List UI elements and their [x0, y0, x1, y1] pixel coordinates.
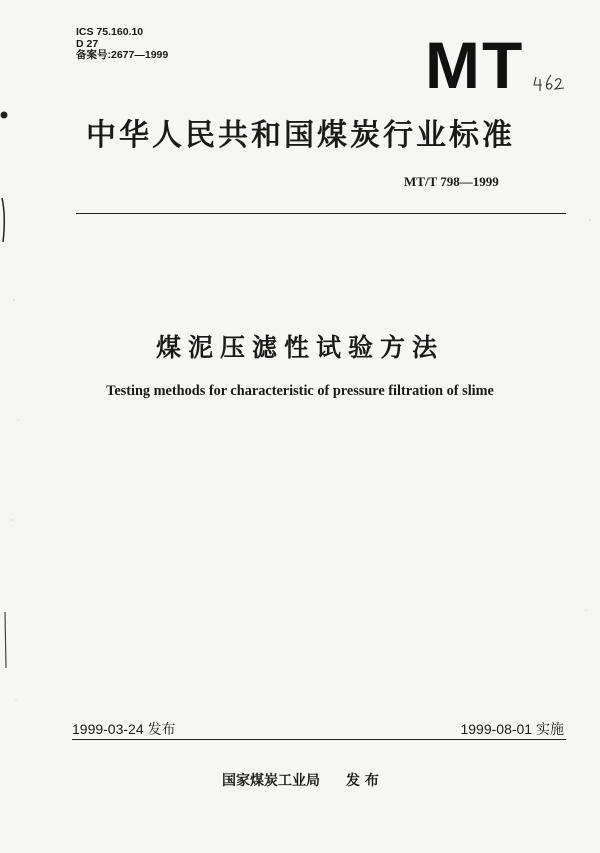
mt-logo: MT: [425, 28, 525, 102]
ics-code: ICS 75.160.10: [76, 26, 144, 38]
publisher-action: 发 布: [346, 773, 379, 789]
title-chinese: 煤泥压滤性试验方法: [155, 333, 444, 362]
issuing-body-title: 中华人民共和国煤炭行业标准: [86, 118, 515, 153]
publisher-name: 国家煤炭工业局: [222, 773, 320, 789]
title-english: Testing methods for characteristic of pressure filtration of slime: [106, 383, 494, 399]
standard-number: MT/T 798—1999: [404, 174, 499, 189]
ccs-code: D 27: [76, 37, 99, 50]
implementation-date: 1999-08-01 实施: [460, 721, 564, 737]
issue-date: 1999-03-24 发布: [72, 721, 176, 737]
filing-number: 备案号:2677—1999: [76, 49, 169, 61]
